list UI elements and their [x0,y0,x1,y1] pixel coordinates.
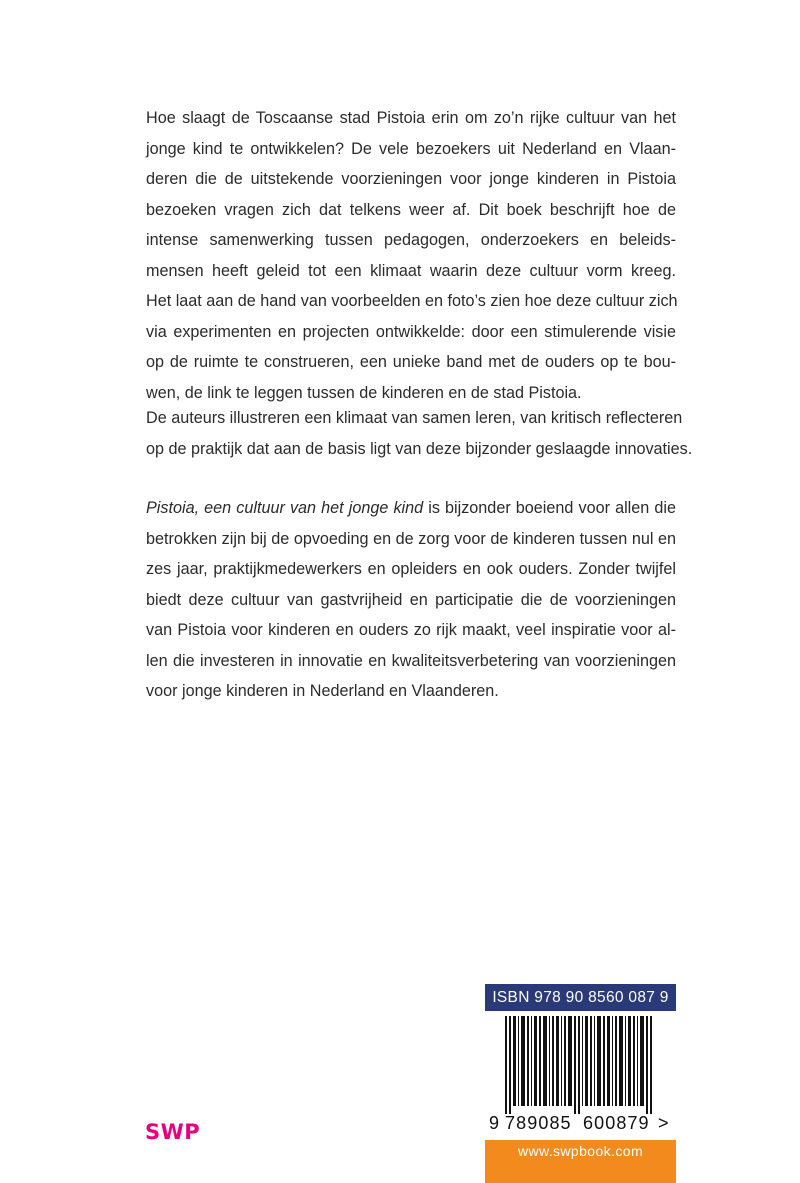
barcode-digit-first: 9 [489,1113,500,1133]
text-line: biedt deze cultuur van gastvrijheid en participatie die de voorzieningen [146,590,676,609]
text-line: van Pistoia voor kinderen en ouders zo rijk maakt, veel inspiratie voor al- [146,621,676,639]
website-url: www.swpbook.com [485,1140,676,1183]
text-line: jonge kind te ontwikkelen? De vele bezoekers uit Nederland en Vlaan- [146,139,676,158]
paragraph-audience [146,493,676,707]
barcode-arrow: > [658,1113,669,1133]
text-line: op de ruimte te construeren, een unieke band met de ouders op te bou- [146,353,676,371]
book-title-italic: Pistoia, een cultuur van het jonge kind [146,499,424,517]
text-line: wen, de link te leggen tussen de kinderen en de stad Pistoia. [146,383,582,402]
paragraph-intro [146,103,676,408]
paragraph-authors [146,403,693,464]
barcode-bars [485,1016,676,1114]
text-line: Het laat aan de hand van voorbeelden en foto’s zien hoe deze cultuur zich [146,292,678,310]
text-line: De auteurs illustreren een klimaat van samen leren, van kritisch reflecteren [146,409,683,427]
text-line: op de praktijk dat aan de basis ligt van deze bijzonder geslaagde innovaties. [146,439,693,458]
text-fragment: is bijzonder boeiend voor allen die [423,499,676,517]
text-line: zes jaar, praktijkmedewerkers en opleiders en ook ouders. Zonder twijfel [146,560,676,578]
text-line: len die investeren in innovatie en kwaliteitsverbetering van voorzieningen [146,651,676,670]
publisher-logo: SWP [145,1120,201,1144]
text-line [146,493,676,524]
barcode-digits-left: 789085 [505,1113,572,1133]
isbn-label: ISBN 978 90 8560 087 9 [485,984,676,1011]
text-line: betrokken zijn bij de opvoeding en de zorg voor de kinderen tussen nul en [146,529,676,548]
text-line: bezoeken vragen zich dat telkens weer af. Dit boek beschrijft hoe de [146,200,676,219]
text-line: Hoe slaagt de Toscaanse stad Pistoia erin om zo’n rijke cultuur van het [146,109,676,127]
text-line: voor jonge kinderen in Nederland en Vlaanderen. [146,682,499,700]
text-line: intense samenwerking tussen pedagogen, onderzoekers en beleids- [146,231,676,249]
text-line: deren die de uitstekende voorzieningen voor jonge kinderen in Pistoia [146,170,676,188]
text-line: via experimenten en projecten ontwikkelde: door een stimulerende visie [146,322,676,341]
text-line: mensen heeft geleid tot een klimaat waarin deze cultuur vorm kreeg. [146,261,676,280]
barcode-digits-right: 600879 [583,1113,650,1133]
